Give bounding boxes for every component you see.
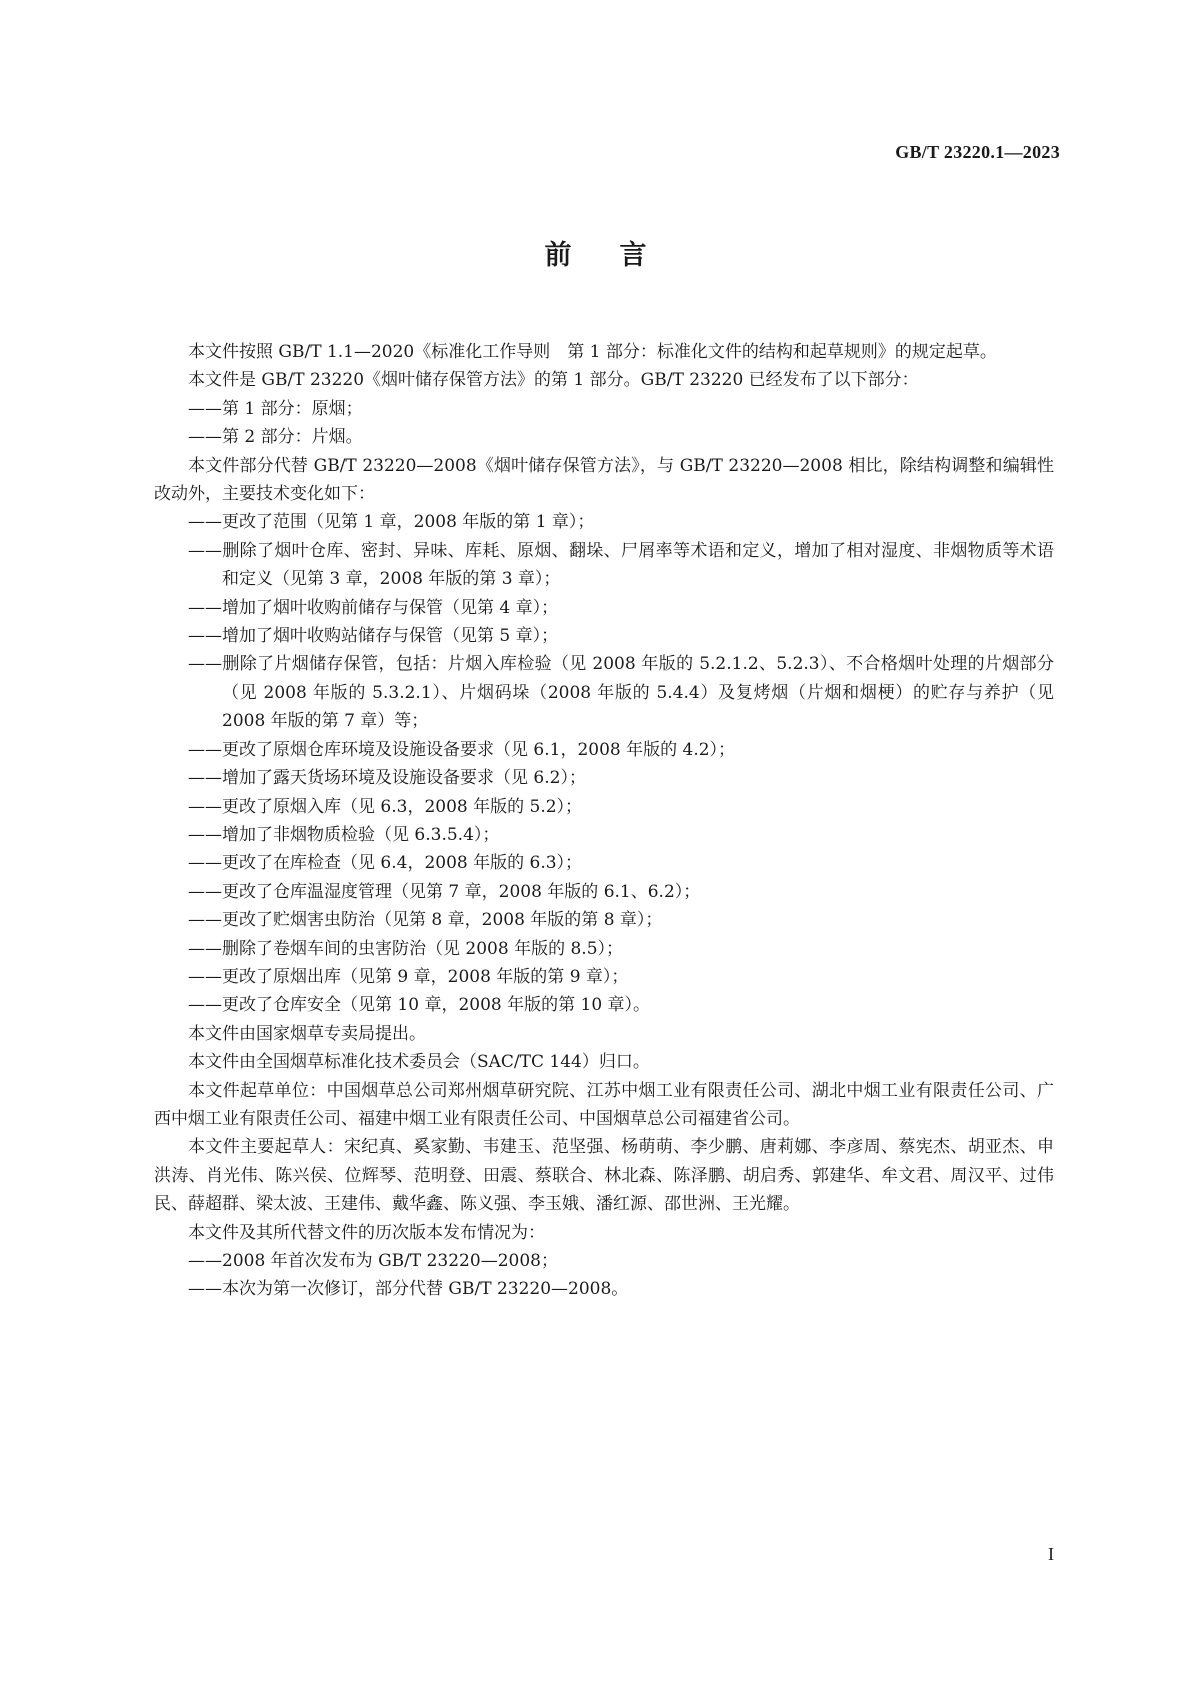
dash-list-item bbox=[154, 991, 1054, 1019]
dash-list-item-text: ——更改了仓库温湿度管理（见第 7 章，2008 年版的 6.1、6.2）； bbox=[188, 881, 701, 902]
dash-list-item-text: ——更改了范围（见第 1 章，2008 年版的第 1 章）； bbox=[188, 512, 595, 533]
paragraph: 本文件由国家烟草专卖局提出。 bbox=[188, 1023, 426, 1044]
dash-list-item-text: ——删除了卷烟车间的虫害防治（见 2008 年版的 8.5）； bbox=[188, 938, 624, 959]
dash-list-item bbox=[154, 963, 1054, 991]
paragraph: 本文件由全国烟草标准化技术委员会（SAC/TC 144）归口。 bbox=[188, 1052, 650, 1073]
page-number: I bbox=[1048, 1544, 1054, 1564]
foreword-body bbox=[154, 338, 1054, 1304]
paragraph: 本文件主要起草人：宋纪真、奚家勤、韦建玉、范坚强、杨萌萌、李少鹏、唐莉娜、李彦周、蔡宪杰、胡亚杰、申洪涛、肖光伟、陈兴侯、位辉琴、范明登、田震、蔡联合、林北森、陈泽鹏、胡启秀、郭建华、牟文君、周汉平、过伟民、薛超群、梁太波、王建伟、戴华鑫、陈义强、李玉娥、潘红源、邵世洲、王光耀。 bbox=[154, 1137, 1054, 1215]
dash-list-item bbox=[154, 650, 1054, 735]
dash-list-item bbox=[154, 537, 1054, 594]
dash-list-item-text: ——增加了非烟物质检验（见 6.3.5.4）； bbox=[188, 824, 500, 845]
dash-list-item-text: ——更改了原烟仓库环境及设施设备要求（见 6.1，2008 年版的 4.2）； bbox=[188, 739, 736, 760]
dash-list-item-text: ——更改了在库检查（见 6.4，2008 年版的 6.3）； bbox=[188, 853, 583, 874]
dash-list-item-text: ——增加了烟叶收购站储存与保管（见第 5 章）； bbox=[188, 626, 559, 647]
dash-list-item bbox=[154, 793, 1054, 821]
dash-list-item-text: ——第 2 部分：片烟。 bbox=[188, 427, 363, 448]
dash-list-item bbox=[154, 764, 1054, 792]
dash-list-item-text: ——删除了烟叶仓库、密封、异味、库耗、原烟、翻垛、尸屑率等术语和定义，增加了相对湿度、非烟物质等术语和定义（见第 3 章，2008 年版的第 3 章）； bbox=[188, 540, 1054, 590]
dash-list-item-text: ——更改了原烟入库（见 6.3，2008 年版的 5.2）； bbox=[188, 796, 583, 817]
standard-number: GB/T 23220.1—2023 bbox=[895, 142, 1060, 162]
dash-list-item-text: ——更改了贮烟害虫防治（见第 8 章，2008 年版的第 8 章）； bbox=[188, 910, 663, 931]
paragraph: 本文件是 GB/T 23220《烟叶储存保管方法》的第 1 部分。GB/T 23220 已经发布了以下部分： bbox=[188, 370, 919, 391]
dash-list-item bbox=[154, 906, 1054, 934]
dash-list-item-text: ——增加了露天货场环境及设施设备要求（见 6.2）； bbox=[188, 768, 586, 789]
dash-list-item bbox=[154, 395, 1054, 423]
dash-list-item bbox=[154, 1247, 1054, 1275]
dash-list-item bbox=[154, 594, 1054, 622]
page-title: 前言 bbox=[544, 240, 695, 271]
dash-list-item bbox=[154, 508, 1054, 536]
dash-list-item bbox=[154, 1275, 1054, 1303]
paragraph: 本文件及其所代替文件的历次版本发布情况为： bbox=[188, 1222, 545, 1243]
dash-list-item-text: ——删除了片烟储存保管，包括：片烟入库检验（见 2008 年版的 5.2.1.2、5.2.3）、不合格烟叶处理的片烟部分（见 2008 年版的 5.3.2.1）、片烟码垛（2008 年版的 5.4.4）及复烤烟（片烟和烟梗）的贮存与养护（见 2008 年版的第 7 章）等； bbox=[188, 654, 1054, 732]
dash-list-item-text: ——2008 年首次发布为 GB/T 23220—2008； bbox=[188, 1251, 558, 1271]
dash-list-item bbox=[154, 849, 1054, 877]
dash-list-item bbox=[154, 878, 1054, 906]
dash-list-item bbox=[154, 423, 1054, 451]
dash-list-item-text: ——增加了烟叶收购前储存与保管（见第 4 章）； bbox=[188, 597, 559, 618]
dash-list-item bbox=[154, 736, 1054, 764]
dash-list-item bbox=[154, 622, 1054, 650]
paragraph: 本文件按照 GB/T 1.1—2020《标准化工作导则 第 1 部分：标准化文件的结构和起草规则》的规定起草。 bbox=[188, 342, 997, 362]
dash-list-item-text: ——更改了原烟出库（见第 9 章，2008 年版的第 9 章）； bbox=[188, 966, 629, 987]
paragraph: 本文件起草单位：中国烟草总公司郑州烟草研究院、江苏中烟工业有限责任公司、湖北中烟工业有限责任公司、广西中烟工业有限责任公司、福建中烟工业有限责任公司、中国烟草总公司福建省公司。 bbox=[154, 1080, 1054, 1129]
dash-list-item bbox=[154, 821, 1054, 849]
dash-list-item bbox=[154, 935, 1054, 963]
dash-list-item-text: ——更改了仓库安全（见第 10 章，2008 年版的第 10 章）。 bbox=[188, 995, 651, 1016]
paragraph: 本文件部分代替 GB/T 23220—2008《烟叶储存保管方法》，与 GB/T 23220—2008 相比，除结构调整和编辑性改动外，主要技术变化如下： bbox=[154, 455, 1054, 505]
dash-list-item-text: ——本次为第一次修订，部分代替 GB/T 23220—2008。 bbox=[188, 1279, 629, 1300]
dash-list-item-text: ——第 1 部分：原烟； bbox=[188, 398, 363, 419]
